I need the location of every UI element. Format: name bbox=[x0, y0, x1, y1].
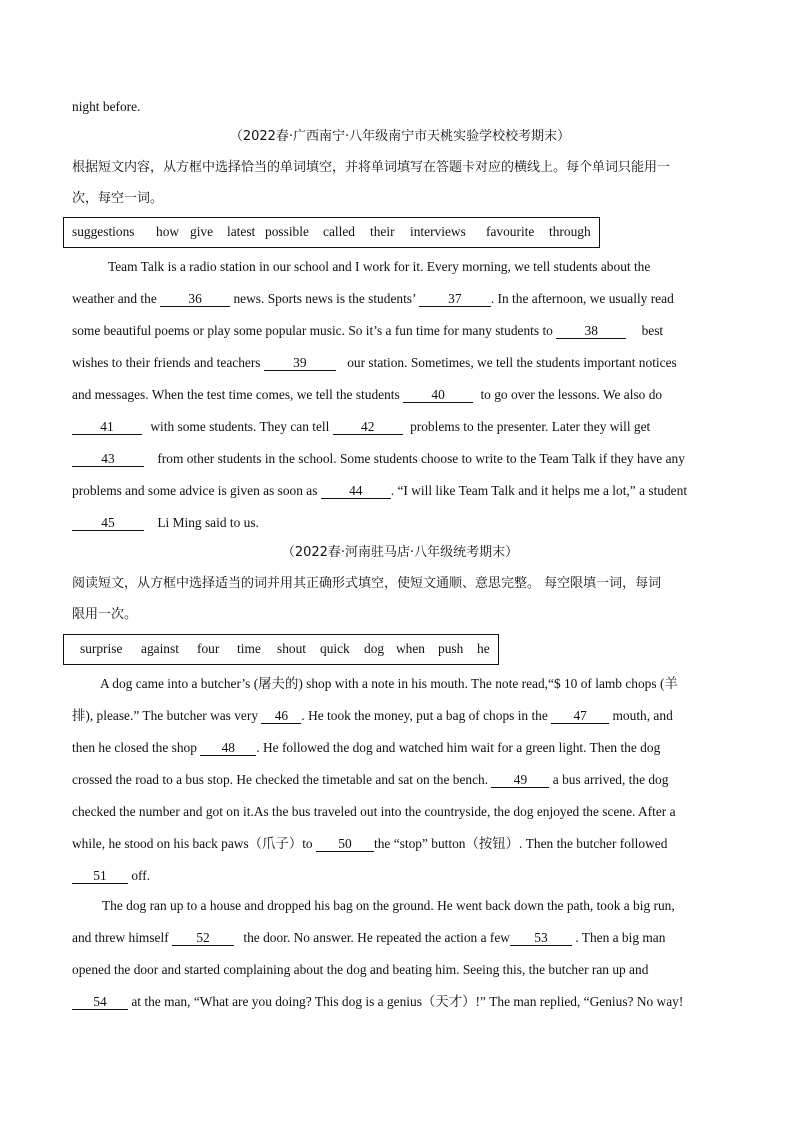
passage-line bbox=[72, 707, 673, 725]
word-box-item: dog bbox=[364, 641, 385, 656]
answer-blank-54[interactable]: 54 bbox=[72, 995, 128, 1010]
text-segment: a bus arrived, the dog bbox=[549, 772, 669, 787]
passage-line bbox=[72, 739, 660, 757]
word-box-item: suggestions bbox=[72, 224, 135, 239]
passage-line bbox=[72, 867, 150, 885]
instruction-line: 阅读短文，从方框中选择适当的词并用其正确形式填空，使短文通顺、意思完整。 每空限填一词，每词 bbox=[72, 576, 662, 591]
answer-blank-36[interactable]: 36 bbox=[160, 292, 230, 307]
word-box-item: favourite bbox=[486, 224, 535, 239]
text-segment: . Then a big man bbox=[571, 930, 666, 945]
passage-line: The dog ran up to a house and dropped his bag on the ground. He went back down the path, took a big run, bbox=[102, 898, 675, 913]
text-segment: our station. Sometimes, we tell the students important notices bbox=[343, 355, 677, 370]
text-segment: off. bbox=[128, 868, 151, 883]
word-box-item: quick bbox=[320, 641, 350, 656]
word-box-item: called bbox=[323, 224, 355, 239]
answer-blank-44[interactable]: 44 bbox=[321, 484, 391, 499]
text-segment: while, he stood on his back paws（爪子）to bbox=[72, 836, 316, 851]
answer-blank-37[interactable]: 37 bbox=[419, 292, 491, 307]
text-segment: and messages. When the test time comes, we tell the students bbox=[72, 387, 404, 402]
text-segment: . “I will like Team Talk and it helps me a lot,” a student bbox=[390, 483, 688, 498]
instruction-line: 限用一次。 bbox=[72, 607, 138, 622]
passage-line bbox=[72, 771, 668, 789]
passage-line bbox=[72, 354, 677, 372]
word-box-item: through bbox=[549, 224, 591, 239]
instruction-line: 根据短文内容，从方框中选择恰当的单词填空，并将单词填写在答题卡对应的横线上。每个单词只能用一 bbox=[72, 160, 671, 175]
text-segment: . He took the money, put a bag of chops in the bbox=[301, 708, 552, 723]
instruction-line: 次，每空一词。 bbox=[72, 191, 164, 206]
answer-blank-42[interactable]: 42 bbox=[333, 420, 403, 435]
word-box-item: give bbox=[190, 224, 214, 239]
passage-line bbox=[72, 322, 663, 340]
text-segment: . In the afternoon, we usually read bbox=[490, 291, 674, 306]
answer-blank-40[interactable]: 40 bbox=[403, 388, 473, 403]
source-heading-2: （2022春·河南驻马店·八年级统考期末） bbox=[281, 545, 519, 560]
passage-line bbox=[72, 929, 665, 947]
text-segment: with some students. They can tell bbox=[147, 419, 333, 434]
text-segment: 排), please.” The butcher was very bbox=[72, 708, 262, 723]
passage-line bbox=[72, 450, 685, 468]
text-segment: the door. No answer. He repeated the action a few bbox=[240, 930, 510, 945]
word-box-item: shout bbox=[277, 641, 307, 656]
text-segment: to go over the lessons. We also do bbox=[477, 387, 663, 402]
answer-blank-51[interactable]: 51 bbox=[72, 869, 128, 884]
passage-line: opened the door and started complaining about the dog and beating him. Seeing this, the butcher ran up and bbox=[72, 962, 649, 977]
passage-line bbox=[72, 290, 674, 308]
text-segment: then he closed the shop bbox=[72, 740, 201, 755]
word-box-item: latest bbox=[227, 224, 256, 239]
text-segment: problems to the presenter. Later they will get bbox=[406, 419, 651, 434]
text-segment: from other students in the school. Some students choose to write to the Team Talk if they have any bbox=[154, 451, 685, 466]
answer-blank-45[interactable]: 45 bbox=[72, 516, 144, 531]
answer-blank-48[interactable]: 48 bbox=[200, 741, 256, 756]
passage-line bbox=[72, 514, 259, 532]
text-segment: crossed the road to a bus stop. He checked the timetable and sat on the bench. bbox=[72, 772, 492, 787]
text-segment: the “stop” button（按钮）. Then the butcher followed bbox=[373, 836, 668, 851]
answer-blank-43[interactable]: 43 bbox=[72, 452, 144, 467]
text-segment: news. Sports news is the students’ bbox=[230, 291, 419, 306]
answer-blank-50[interactable]: 50 bbox=[316, 837, 374, 852]
text-segment: Li Ming said to us. bbox=[154, 515, 259, 530]
answer-blank-39[interactable]: 39 bbox=[264, 356, 336, 371]
source-heading-1: （2022春·广西南宁·八年级南宁市天桃实验学校校考期末） bbox=[229, 129, 571, 144]
word-box-item: when bbox=[396, 641, 426, 656]
word-box-2 bbox=[63, 634, 499, 665]
answer-blank-52[interactable]: 52 bbox=[172, 931, 234, 946]
passage-line bbox=[72, 482, 687, 500]
word-box-item: push bbox=[438, 641, 464, 656]
answer-blank-53[interactable]: 53 bbox=[510, 931, 572, 946]
word-box-item: possible bbox=[265, 224, 309, 239]
text-segment: wishes to their friends and teachers bbox=[72, 355, 264, 370]
answer-blank-46[interactable]: 46 bbox=[261, 709, 301, 724]
text-segment: at the man, “What are you doing? This dog is a genius（天才）!” The man replied, “Genius? No way! bbox=[128, 994, 684, 1009]
word-box-item: he bbox=[477, 641, 490, 656]
word-box-item: interviews bbox=[410, 224, 466, 239]
passage-line bbox=[72, 835, 667, 853]
text-segment: and threw himself bbox=[72, 930, 173, 945]
passage-line bbox=[72, 386, 662, 404]
answer-blank-38[interactable]: 38 bbox=[556, 324, 626, 339]
answer-blank-49[interactable]: 49 bbox=[491, 773, 549, 788]
passage-line: Team Talk is a radio station in our school and I work for it. Every morning, we tell students about the bbox=[108, 259, 651, 274]
word-box-item: their bbox=[370, 224, 395, 239]
word-box-item: four bbox=[197, 641, 220, 656]
text-segment: best bbox=[638, 323, 664, 338]
word-box-item: how bbox=[156, 224, 180, 239]
answer-blank-47[interactable]: 47 bbox=[551, 709, 609, 724]
passage-line: A dog came into a butcher’s (屠夫的) shop with a note in his mouth. The note read,“$ 10 of lamb chops (羊 bbox=[100, 676, 678, 691]
word-box-item: against bbox=[141, 641, 179, 656]
word-box-item: surprise bbox=[80, 641, 123, 656]
text-segment: some beautiful poems or play some popular music. So it’s a fun time for many students to bbox=[72, 323, 557, 338]
text-line: night before. bbox=[72, 99, 141, 114]
word-box-1 bbox=[63, 217, 600, 248]
text-segment: mouth, and bbox=[609, 708, 673, 723]
passage-line: checked the number and got on it.As the bus traveled out into the countryside, the dog enjoyed the scene. After a bbox=[72, 804, 676, 819]
text-segment: problems and some advice is given as soon as bbox=[72, 483, 321, 498]
answer-blank-41[interactable]: 41 bbox=[72, 420, 142, 435]
word-box-item: time bbox=[237, 641, 261, 656]
text-segment: weather and the bbox=[72, 291, 161, 306]
passage-line bbox=[72, 993, 683, 1011]
passage-line bbox=[72, 418, 650, 436]
text-segment: . He followed the dog and watched him wait for a green light. Then the dog bbox=[256, 740, 661, 755]
